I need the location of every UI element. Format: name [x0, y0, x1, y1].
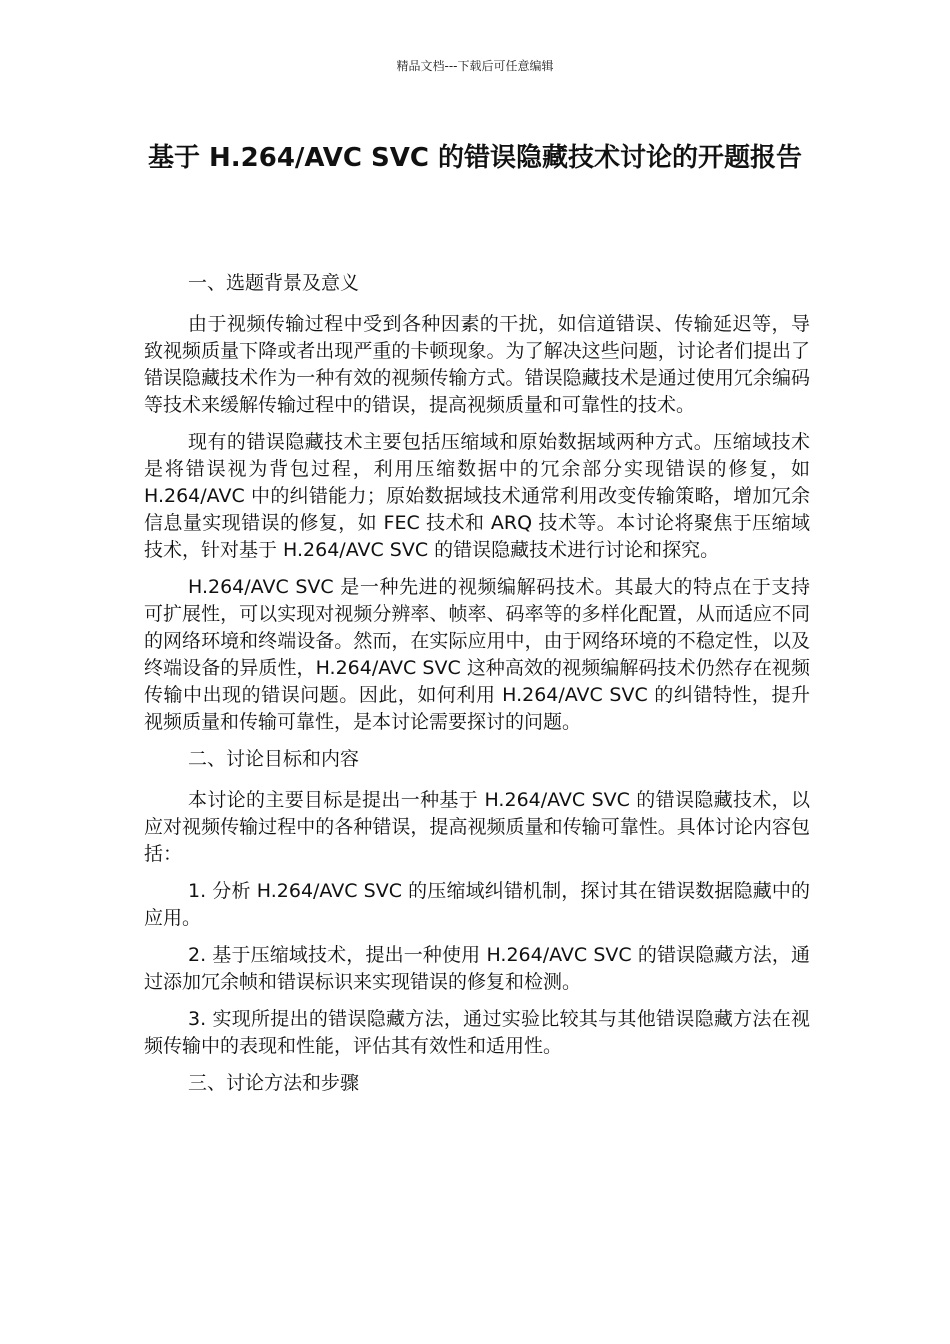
paragraph-background-1: 由于视频传输过程中受到各种因素的干扰，如信道错误、传输延迟等，导致视频质量下降或者出现严重的卡顿现象。为了解决这些问题，讨论者们提出了错误隐藏技术作为一种有效的视频传输方式。错误隐藏技术是通过使用冗余编码等技术来缓解传输过程中的错误，提高视频质量和可靠性的技术。 [144, 313, 810, 416]
document-title: 基于 H.264/AVC SVC 的错误隐藏技术讨论的开题报告 [147, 143, 803, 173]
document-body [144, 270, 810, 1111]
paragraph-background-3: H.264/AVC SVC 是一种先进的视频编解码技术。其最大的特点在于支持可扩展性，可以实现对视频分辨率、帧率、码率等的多样化配置，从而适应不同的网络环境和终端设备。然而，在实际应用中，由于网络环境的不稳定性，以及终端设备的异质性，H.264/AVC SVC 这种高效的视频编解码技术仍然存在视频传输中出现的错误问题。因此，如何利用 H.264/AVC SVC 的纠错特性，提升视频质量和传输可靠性，是本讨论需要探讨的问题。 [144, 576, 810, 733]
paragraph-goals: 本讨论的主要目标是提出一种基于 H.264/AVC SVC 的错误隐藏技术，以应对视频传输过程中的各种错误，提高视频质量和传输可靠性。具体讨论内容包括： [144, 789, 810, 865]
section-heading-3: 三、讨论方法和步骤 [188, 1072, 360, 1094]
page-header: 精品文档---下载后可任意编辑 [396, 59, 554, 73]
list-item-1: 1. 分析 H.264/AVC SVC 的压缩域纠错机制，探讨其在错误数据隐藏中的应用。 [144, 880, 810, 929]
paragraph-background-2: 现有的错误隐藏技术主要包括压缩域和原始数据域两种方式。压缩域技术是将错误视为背包过程，利用压缩数据中的冗余部分实现错误的修复，如 H.264/AVC 中的纠错能力；原始数据域技术通常利用改变传输策略，增加冗余信息量实现错误的修复，如 FEC 技术和 ARQ 技术等。本讨论将聚焦于压缩域技术，针对基于 H.264/AVC SVC 的错误隐藏技术进行讨论和探究。 [144, 431, 810, 561]
list-item-3: 3. 实现所提出的错误隐藏方法，通过实验比较其与其他错误隐藏方法在视频传输中的表现和性能，评估其有效性和适用性。 [144, 1008, 810, 1057]
section-heading-1: 一、选题背景及意义 [188, 272, 360, 294]
list-item-2: 2. 基于压缩域技术，提出一种使用 H.264/AVC SVC 的错误隐藏方法，通过添加冗余帧和错误标识来实现错误的修复和检测。 [144, 944, 810, 993]
section-heading-2: 二、讨论目标和内容 [188, 748, 360, 770]
